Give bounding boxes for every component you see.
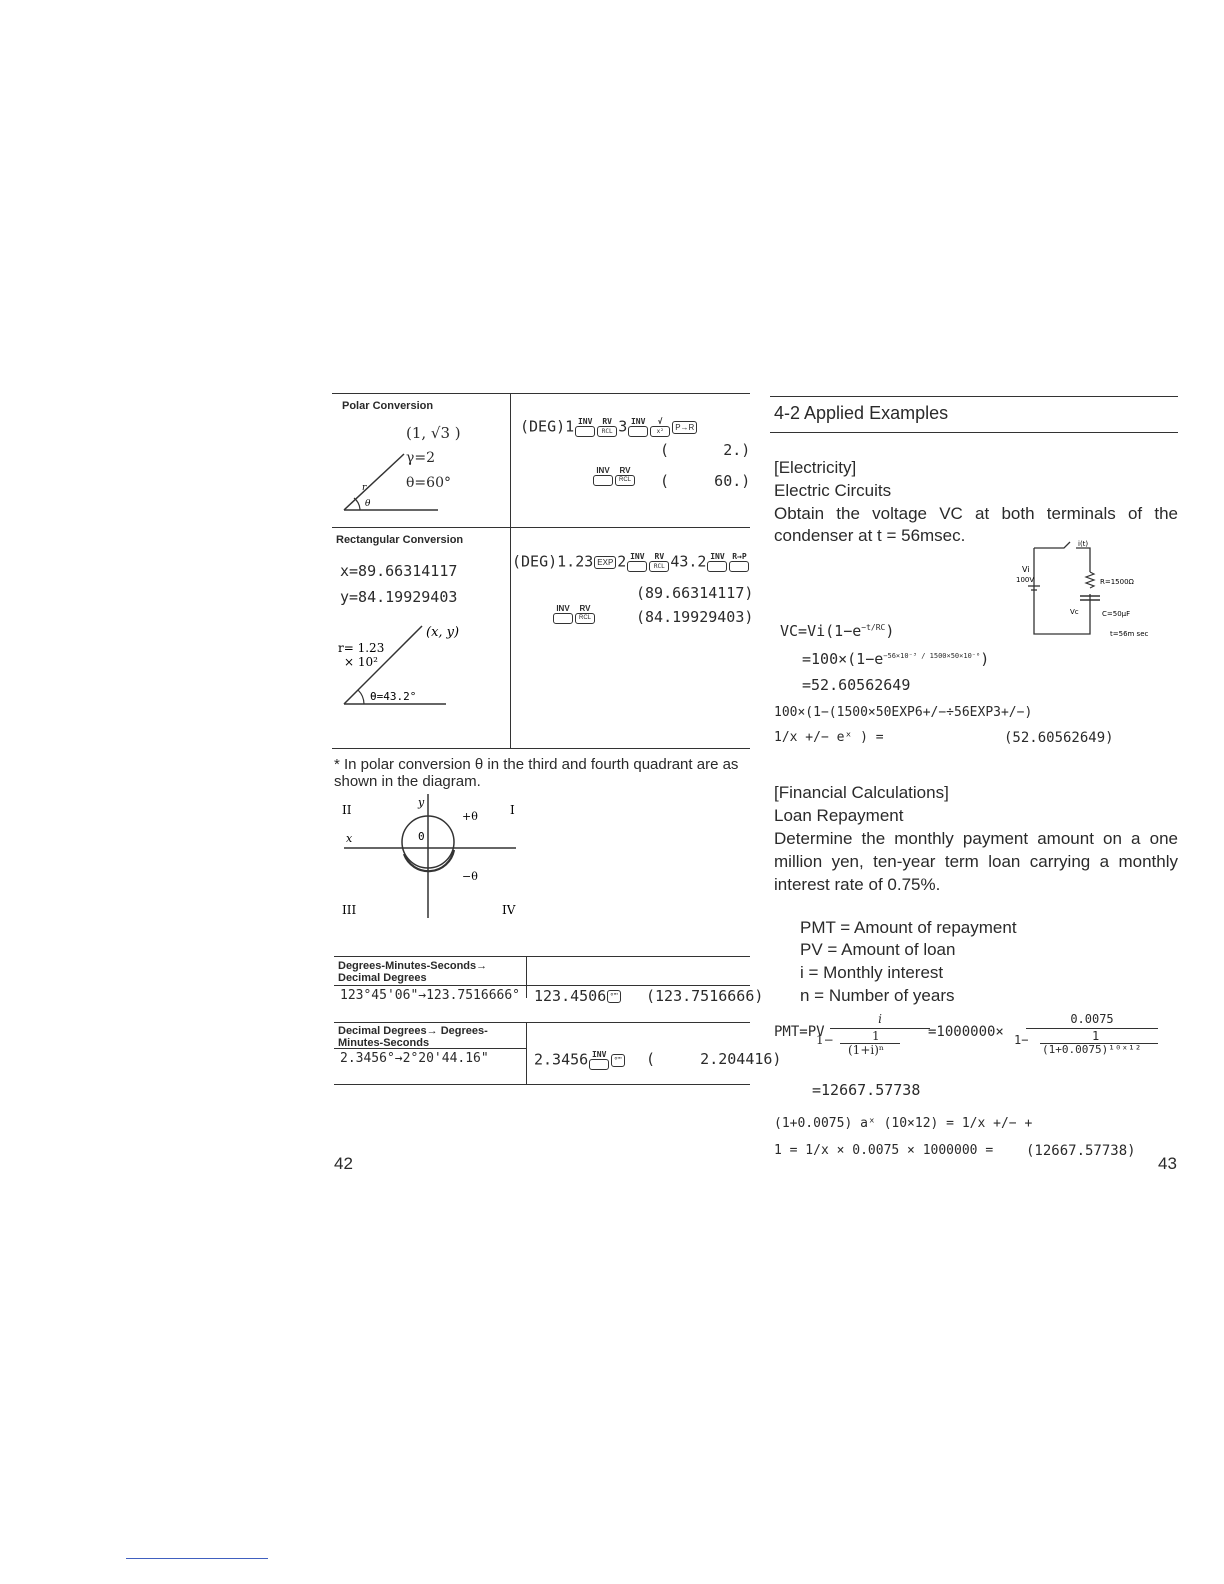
financial-def-i: i = Monthly interest xyxy=(800,963,944,982)
rv-rcl-key[interactable]: RV RCL xyxy=(649,552,669,572)
dms-divider xyxy=(526,956,527,998)
electricity-text: Obtain the voltage VC at both terminals of the condenser at t = 56msec. xyxy=(774,504,1178,545)
dms-bottom-rule xyxy=(334,1022,750,1023)
polar-point: (1, √3 ) xyxy=(406,424,461,442)
rect-result-1: (89.66314117) xyxy=(636,584,754,602)
financial-keys-2: 1 = 1/x × 0.0075 × 1000000 = xyxy=(774,1143,994,1158)
polar-diagram xyxy=(338,448,442,514)
dms-key[interactable]: °'" xyxy=(607,990,621,1003)
polar-result-1: ( 2.) xyxy=(660,441,751,459)
rect-diagram xyxy=(336,618,476,710)
polar-keys-1 xyxy=(520,417,698,437)
dms-keys: 123.4506 °'" xyxy=(534,987,622,1005)
polar-result-2: ( 60.) xyxy=(660,472,751,490)
pmt-answer: =12667.57738 xyxy=(812,1081,921,1099)
quadrant-diagram xyxy=(334,794,534,924)
r-to-p-key[interactable]: R→P xyxy=(729,552,749,572)
rv-rcl-key[interactable]: RV RCL xyxy=(575,604,595,624)
financial-result: (12667.57738) xyxy=(1026,1143,1136,1159)
financial-category: [Financial Calculations] xyxy=(774,783,949,802)
polar-r: γ=2 xyxy=(406,450,436,466)
dms-top-rule xyxy=(334,956,750,957)
dd-result: ( 2.204416) xyxy=(646,1050,782,1068)
polar-seq-mid: 3 xyxy=(618,417,628,436)
circuit-c: C=50μF xyxy=(1102,610,1131,618)
dd-example: 2.3456°→2°20'44.16" xyxy=(340,1051,489,1066)
section-bottom-rule xyxy=(770,432,1178,433)
circuit-t: t=56m sec xyxy=(1110,630,1149,638)
electricity-formula-3: =52.60562649 xyxy=(802,676,911,694)
circuit-100v: 100V xyxy=(1016,576,1035,584)
rect-result-2: (84.19929403) xyxy=(636,608,754,626)
electricity-keys-1: 100×(1−(1500×50EXP6+/−÷56EXP3+/−) xyxy=(774,705,1033,720)
dd-keys: 2.3456 INV °'" xyxy=(534,1050,626,1070)
dms-mid-rule xyxy=(334,985,750,986)
polar-keys-2 xyxy=(592,466,636,486)
inv-key[interactable]: INV xyxy=(553,604,573,624)
left-page-number: 42 xyxy=(334,1154,353,1173)
electricity-category: [Electricity] xyxy=(774,458,857,477)
p-to-r-key[interactable]: P→R xyxy=(672,421,697,434)
rect-diagram-theta: θ=43.2° xyxy=(370,690,417,703)
quadrant-minus-theta: −θ xyxy=(462,870,478,883)
financial-text: Determine the monthly payment amount on a one million yen, ten-year term loan carrying a monthly interest rate of 0.75%. xyxy=(774,829,1178,894)
circuit-vc: Vc xyxy=(1070,608,1079,616)
financial-subtitle: Loan Repayment xyxy=(774,806,904,825)
rect-y: y=84.19929403 xyxy=(340,588,458,606)
quadrant-iv: IV xyxy=(502,903,516,917)
rect-diagram-r: r= 1.23 xyxy=(338,641,385,655)
circuit-vi: Vi xyxy=(1022,565,1030,574)
electricity-formula-2: $=100\times(1-e^{-56\times 10^{-3} / 1500\times 50\times 10^{-6}})$ xyxy=(802,650,990,668)
dms-key[interactable]: °'" xyxy=(611,1054,625,1067)
polar-divider xyxy=(510,393,511,749)
polar-title: Polar Conversion xyxy=(342,400,434,412)
financial-def-pv: PV = Amount of loan xyxy=(800,940,956,959)
polar-diagram-theta: θ xyxy=(365,499,371,509)
quadrant-y-label: y xyxy=(418,796,425,809)
dms-result: (123.7516666) xyxy=(646,987,764,1005)
circuit-r: R=1500Ω xyxy=(1100,578,1134,586)
quadrant-plus-theta: +θ xyxy=(462,810,478,823)
dms-title: Degrees-Minutes-Seconds→ Decimal Degrees xyxy=(338,960,488,984)
pmt-fraction-1: i 1− 1 (1+i)ⁿ xyxy=(830,1012,930,1059)
dd-bottom-rule xyxy=(334,1084,750,1085)
rv-rcl-key[interactable]: RV RCL xyxy=(615,466,635,486)
footer-link-line xyxy=(126,1558,268,1559)
exp-key[interactable]: EXP xyxy=(594,556,616,569)
pmt-formula-left: PMT=PV xyxy=(774,1024,825,1040)
financial-def-n: n = Number of years xyxy=(800,986,955,1005)
inv-key[interactable]: INV xyxy=(593,466,613,486)
rect-diagram-r2: × 10² xyxy=(344,655,378,669)
financial-keys-1: (1+0.0075) aˣ (10×12) = 1/x +/− + xyxy=(774,1116,1033,1131)
dd-mid-rule xyxy=(334,1048,526,1049)
dd-title: Decimal Degrees→ Degrees-Minutes-Seconds xyxy=(338,1025,488,1049)
inv-key[interactable]: INV xyxy=(628,417,648,437)
rv-rcl-key[interactable]: RV RCL xyxy=(597,417,617,437)
financial-def-pmt: PMT = Amount of repayment xyxy=(800,918,1017,937)
dms-example: 123°45'06"→123.7516666° xyxy=(340,988,521,1003)
inv-key[interactable]: INV xyxy=(627,552,647,572)
electricity-subtitle: Electric Circuits xyxy=(774,481,892,500)
quadrant-iii: III xyxy=(342,903,357,917)
pmt-fraction-2: 0.0075 1− 1 (1+0.0075)¹⁰ˣ¹² xyxy=(1026,1012,1158,1059)
rect-x: x=89.66314117 xyxy=(340,562,458,580)
rect-keys-1: (DEG)1.23 EXP 2 INV RV RCL 43.2 INV R→P xyxy=(512,552,750,572)
quadrant-i: I xyxy=(510,803,515,817)
electricity-formula-1: $VC=Vi(1-e^{-t/RC})$ xyxy=(780,622,895,640)
quadrant-x-label: x xyxy=(346,832,353,845)
polar-theta: θ=60° xyxy=(406,475,451,491)
rect-title: Rectangular Conversion xyxy=(336,534,464,546)
right-page-number: 43 xyxy=(1158,1154,1177,1173)
section-title: 4-2 Applied Examples xyxy=(774,403,949,423)
dd-divider xyxy=(526,1022,527,1084)
rect-keys-2 xyxy=(552,604,596,624)
rect-diagram-xy: (x, y) xyxy=(426,625,460,640)
polar-seq-prefix: (DEG)1 xyxy=(520,417,575,436)
circuit-diagram xyxy=(1014,534,1174,640)
polar-top-rule xyxy=(332,393,750,394)
sqrt-key[interactable]: √ x² xyxy=(650,417,670,437)
circuit-it: i(t) xyxy=(1078,540,1089,548)
inv-key[interactable]: INV xyxy=(707,552,727,572)
polar-diagram-r: r xyxy=(362,483,367,493)
quadrant-ii: II xyxy=(342,803,352,817)
electricity-result: (52.60562649) xyxy=(1004,730,1114,746)
section-top-rule xyxy=(770,396,1178,397)
rect-bottom-rule xyxy=(332,748,750,749)
inv-key[interactable]: INV xyxy=(575,417,595,437)
inv-key[interactable]: INV xyxy=(589,1050,609,1070)
quadrant-origin: 0 xyxy=(418,830,425,843)
rect-top-rule xyxy=(332,527,750,528)
pmt-formula-mid: =1000000× xyxy=(928,1024,1004,1040)
quadrant-note: * In polar conversion θ in the third and fourth quadrant are as shown in the diagram. xyxy=(334,756,739,790)
electricity-keys-2: 1/x +/− eˣ ) = xyxy=(774,730,884,745)
